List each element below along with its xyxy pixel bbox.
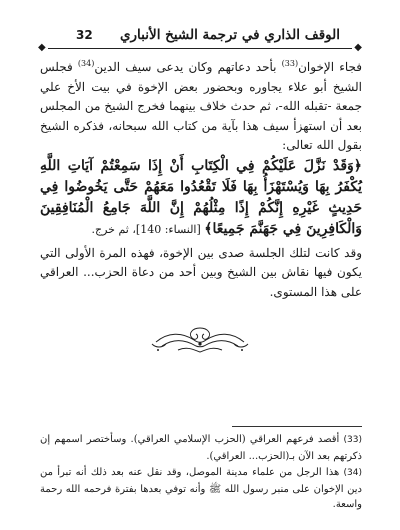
footnote-number: (34) [343, 468, 362, 478]
footnote-text: هذا الرجل من علماء مدينة الموصل، وقد نقل عنه بعد ذلك أنه تبرأ من دين الإخوان على منبر رسول الله ﷺ وأنه توفي بعدها بفترة فرحمه الله رحمة واسعة. [40, 467, 362, 510]
paragraph-2: وقد كانت لتلك الجلسة صدى بين الإخوة، فهذه المرة الأولى التي يكون فيها نقاش بين الشيخ وبين أحد من دعاة الحزب... العراقي على هذا المستوى. [40, 245, 362, 299]
footnote-34 [40, 465, 362, 513]
running-title: الوقف الذاري في ترجمة الشيخ الأنباري [119, 27, 340, 43]
footnote-ref-33[interactable]: (33) [281, 59, 299, 68]
footnote-text: أقصد فرعهم العراقي (الحزب الإسلامي العراقي). وسأختصر اسمهم إن ذكرتهم بعد الآن بـ(الحزب... العراقي). [40, 434, 362, 462]
footnotes [40, 432, 362, 514]
verse-tail: ، ثم خرج. [91, 222, 136, 236]
verse-text: ﴿وَقَدْ نَزَّلَ عَلَيْكُمْ فِي الْكِتَابِ أَنْ إِذَا سَمِعْتُمْ آيَاتِ اللَّهِ يُكْفَرُ بِهَا وَيُسْتَهْزَأُ بِهَا فَلَا تَقْعُدُوا مَعَهُمْ حَتَّى يَخُوضُوا فِي حَدِيثٍ غَيْرِهِ إِنَّكُمْ إِذًا مِثْلُهُمْ إِنَّ اللَّهَ جَامِعُ الْمُنَافِقِينَ وَالْكَافِرِينَ فِي جَهَنَّمَ جَمِيعًا﴾ [40, 157, 362, 237]
header-ornament-left: ◆ [38, 42, 46, 53]
quran-verse [40, 156, 362, 240]
paragraph-1-part-b: بأحد دعاتهم وكان يدعى سيف الدين [94, 60, 282, 74]
paragraph-1-part-c: فجلس الشيخ أبو علاء يجاوره وبحضور بعض الإخوة في بيت الأخ علي جمعة -تقبله الله-، ثم حدث خلاف بينهما فخرج الشيخ من المجلس بعد أن استهزأ سيف هذا بآية من كتاب الله سبحانه، فذكره الشيخ بقول الله تعالى: [40, 60, 362, 152]
paragraph-1-part-a: فجاء الإخوان [298, 60, 362, 74]
running-header [38, 26, 362, 53]
verse-reference: [النساء: 140] [135, 222, 205, 236]
footnote-separator [232, 426, 362, 427]
paragraph-1 [40, 58, 362, 156]
ornamental-divider [148, 322, 252, 356]
header-rule [48, 48, 352, 49]
footnote-33 [40, 432, 362, 464]
main-text [40, 58, 362, 302]
footnote-number: (33) [343, 435, 362, 445]
page-number: 32 [76, 28, 93, 42]
header-ornament-right: ◆ [354, 42, 362, 53]
footnote-ref-34[interactable]: (34) [77, 59, 95, 68]
